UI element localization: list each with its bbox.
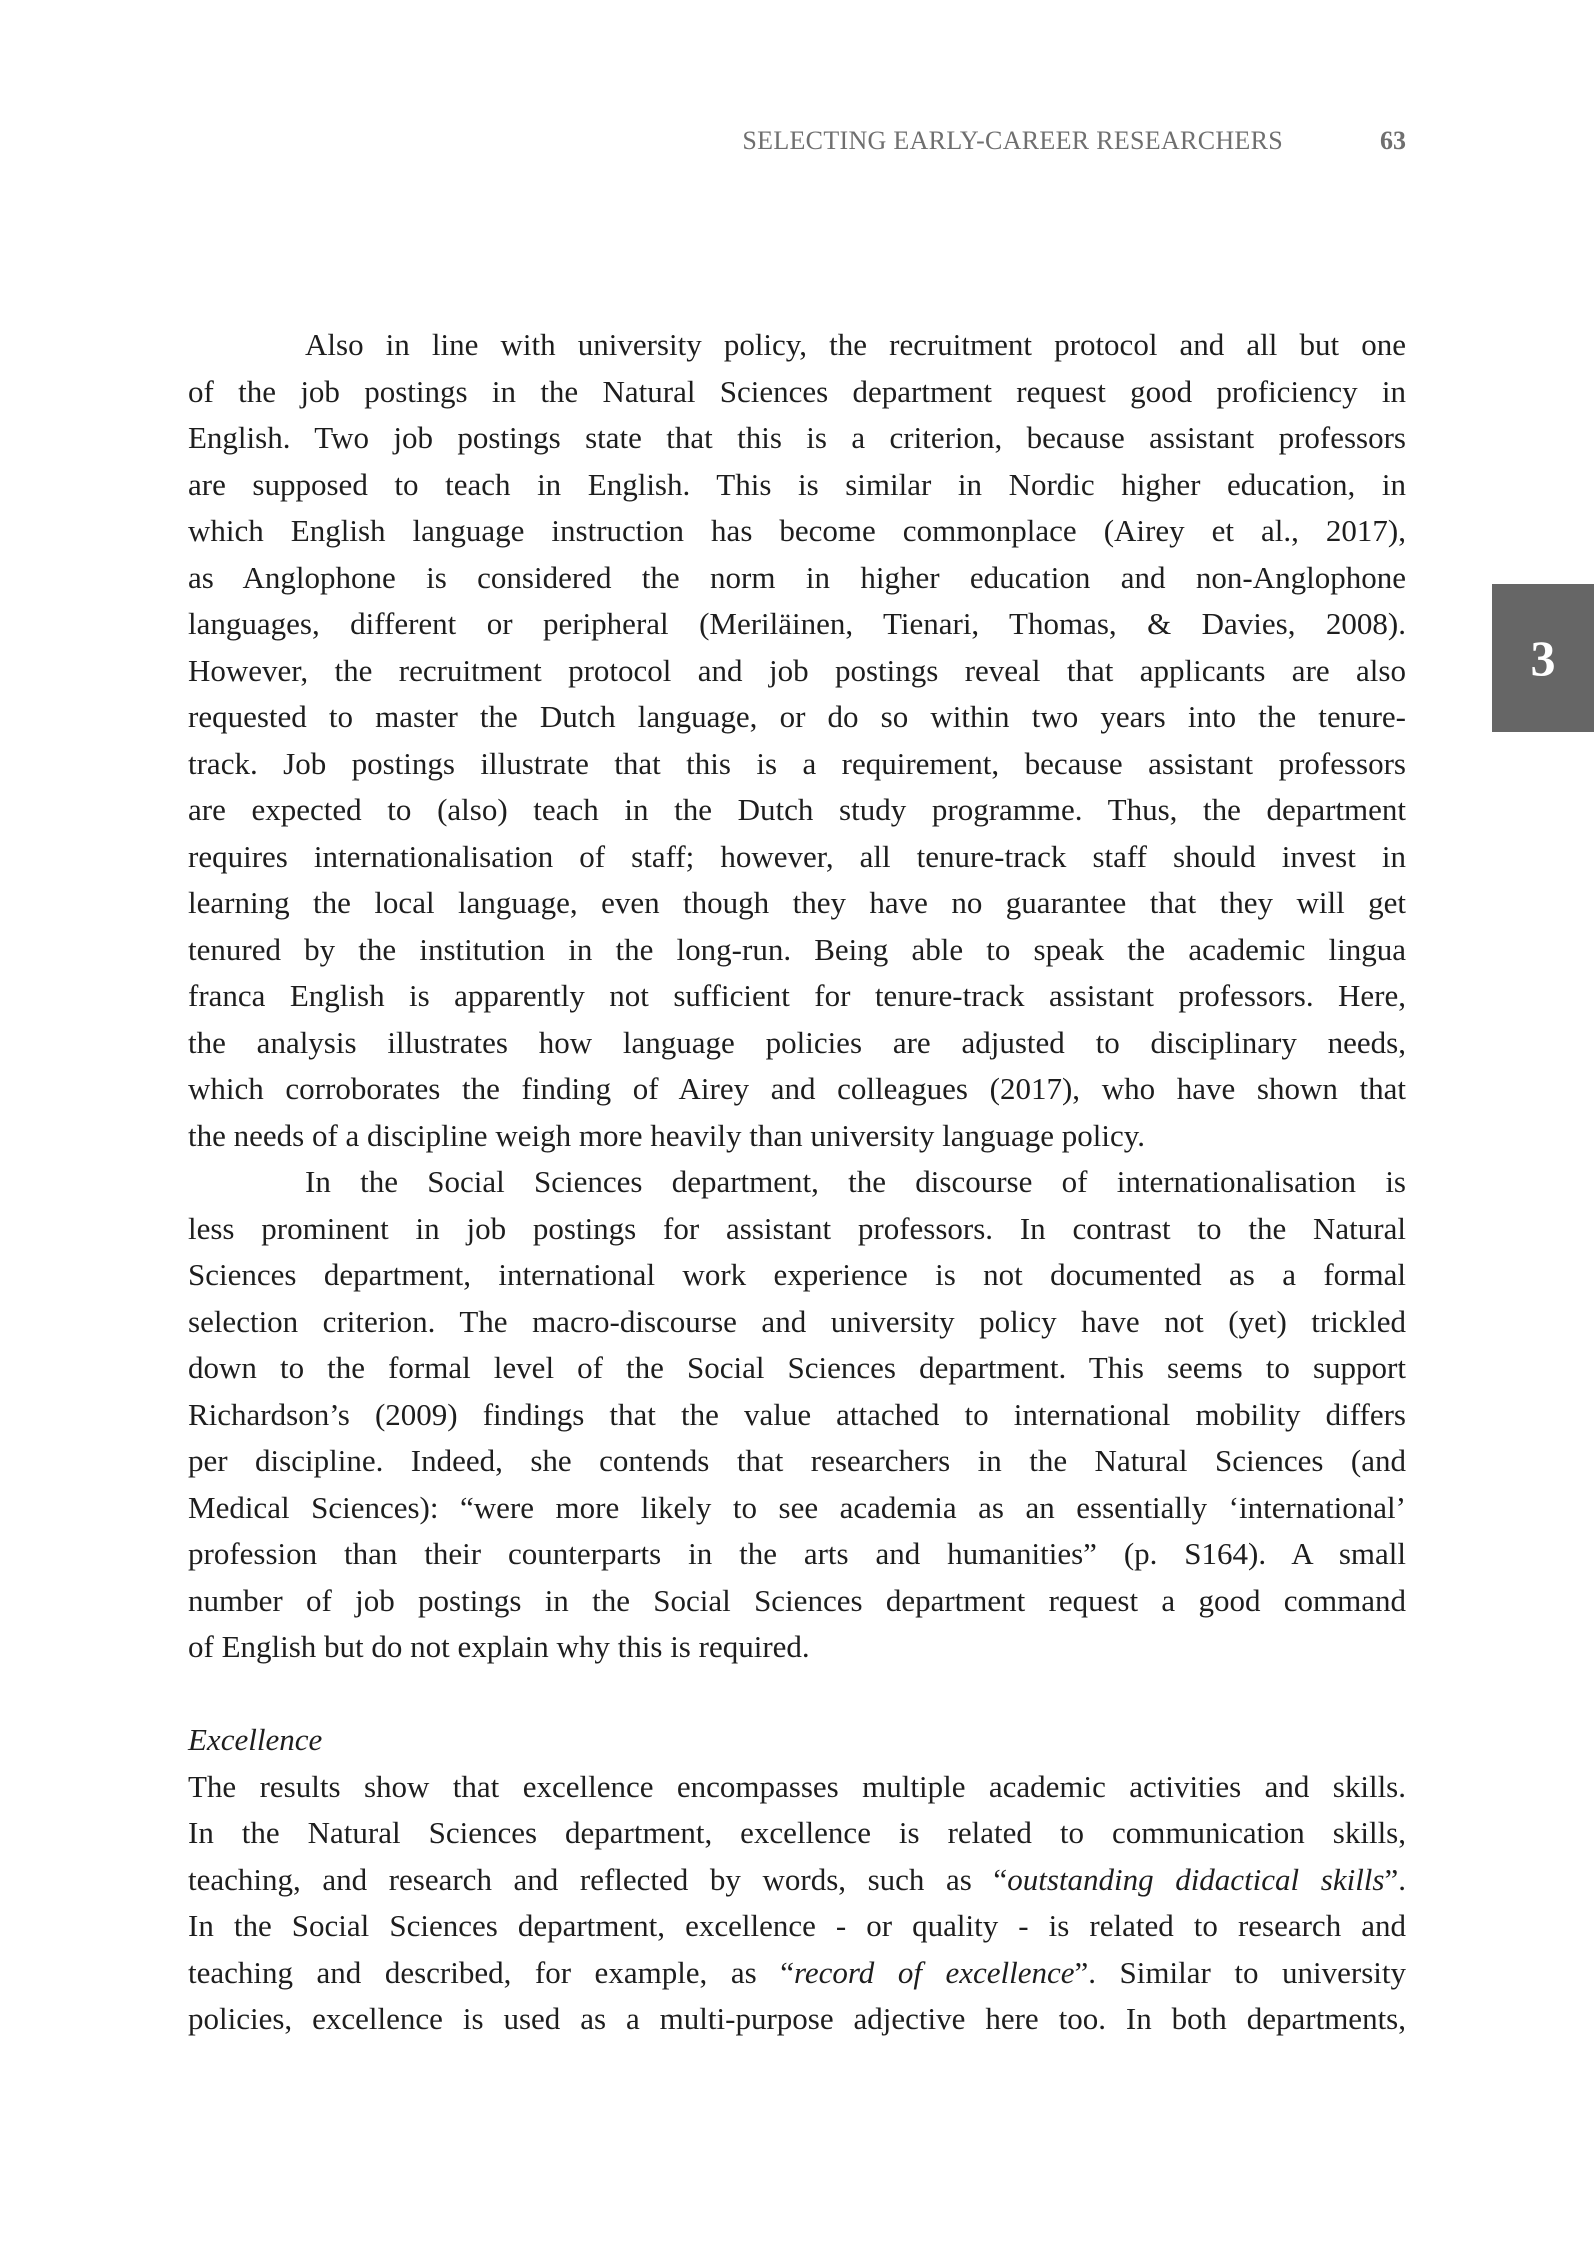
text-line: are expected to (also) teach in the Dutch study programme. Thus, the department: [188, 792, 1406, 827]
paragraph: [188, 322, 1406, 1159]
text-line: policies, excellence is used as a multi-purpose adjective here too. In both departments,: [188, 2001, 1406, 2036]
text-line: Sciences department, international work experience is not documented as a formal: [188, 1257, 1406, 1292]
text-span: teaching and described, for example, as “: [188, 1954, 794, 1990]
text-line: profession than their counterparts in the arts and humanities” (p. S164). A small: [188, 1536, 1406, 1571]
text-line: down to the formal level of the Social Sciences department. This seems to support: [188, 1350, 1406, 1385]
text-line: Also in line with university policy, the recruitment protocol and all but one: [305, 327, 1406, 362]
text-line: the needs of a discipline weigh more heavily than university language policy.: [188, 1117, 1145, 1153]
text-line: languages, different or peripheral (Meriläinen, Tienari, Thomas, & Davies, 2008).: [188, 606, 1406, 641]
text-line: However, the recruitment protocol and job postings reveal that applicants are also: [188, 652, 1406, 688]
text-span: ”.: [1384, 1861, 1407, 1897]
text-line: of the job postings in the Natural Sciences department request good proficiency in: [188, 373, 1406, 409]
text-line: In the Natural Sciences department, excellence is related to communication skills,: [188, 1815, 1406, 1850]
chapter-number: 3: [1530, 630, 1556, 686]
text-line: franca English is apparently not sufficient for tenure-track assistant professors. Here,: [188, 978, 1406, 1013]
text-line: of English but do not explain why this is required.: [188, 1629, 810, 1664]
text-line: track. Job postings illustrate that this is a requirement, because assistant professors: [188, 745, 1406, 781]
text-line: are supposed to teach in English. This is similar in Nordic higher education, in: [188, 466, 1406, 502]
text-line: which corroborates the finding of Airey and colleagues (2017), who have shown that: [188, 1071, 1406, 1106]
text-span: ”. Similar to university: [1074, 1954, 1406, 1990]
text-line: In the Social Sciences department, excellence - or quality - is related to research and: [188, 1908, 1406, 1943]
page-number: 63: [1380, 126, 1406, 155]
text-line: selection criterion. The macro-discourse and university policy have not (yet) trickled: [188, 1303, 1406, 1339]
section-paragraph: [188, 1764, 1406, 2043]
text-line: The results show that excellence encompasses multiple academic activities and skills.: [188, 1768, 1406, 1804]
text-line: less prominent in job postings for assistant professors. In contrast to the Natural: [188, 1210, 1406, 1246]
body-text: [188, 322, 1406, 2043]
quoted-italic-text: record of excellence: [793, 1954, 1075, 1990]
text-line: learning the local language, even though they have no guarantee that they will get: [188, 885, 1406, 920]
text-line: tenured by the institution in the long-run. Being able to speak the academic lingua: [188, 931, 1406, 967]
running-header-title: SELECTING EARLY-CAREER RESEARCHERS: [742, 126, 1283, 155]
text-line: as Anglophone is considered the norm in higher education and non-Anglophone: [188, 559, 1406, 595]
spacer: [188, 1671, 1406, 1718]
text-line: Medical Sciences): “were more likely to see academia as an essentially ‘international’: [188, 1489, 1406, 1525]
text-line: which English language instruction has become commonplace (Airey et al., 2017),: [188, 513, 1406, 548]
section-heading: Excellence: [188, 1722, 323, 1757]
text-line: requires internationalisation of staff; however, all tenure-track staff should invest in: [188, 838, 1406, 874]
text-line: requested to master the Dutch language, or do so within two years into the tenure-: [188, 699, 1406, 734]
text-line: per discipline. Indeed, she contends that researchers in the Natural Sciences (and: [188, 1443, 1406, 1478]
quoted-italic-text: outstanding didactical skills: [1007, 1861, 1385, 1897]
text-line: [188, 1950, 1406, 1997]
paragraphs: [188, 322, 1406, 1671]
text-line: [188, 1857, 1406, 1904]
chapter-tab: [1492, 584, 1594, 732]
text-line: English. Two job postings state that this is a criterion, because assistant professors: [188, 420, 1406, 455]
text-span: teaching, and research and reflected by words, such as “: [188, 1861, 1008, 1897]
text-line: Richardson’s (2009) findings that the value attached to international mobility differs: [188, 1396, 1406, 1432]
paragraph: [188, 1159, 1406, 1671]
text-line: number of job postings in the Social Sciences department request a good command: [188, 1582, 1406, 1618]
text-line: In the Social Sciences department, the discourse of internationalisation is: [305, 1164, 1406, 1199]
text-line: the analysis illustrates how language policies are adjusted to disciplinary needs,: [188, 1024, 1406, 1060]
